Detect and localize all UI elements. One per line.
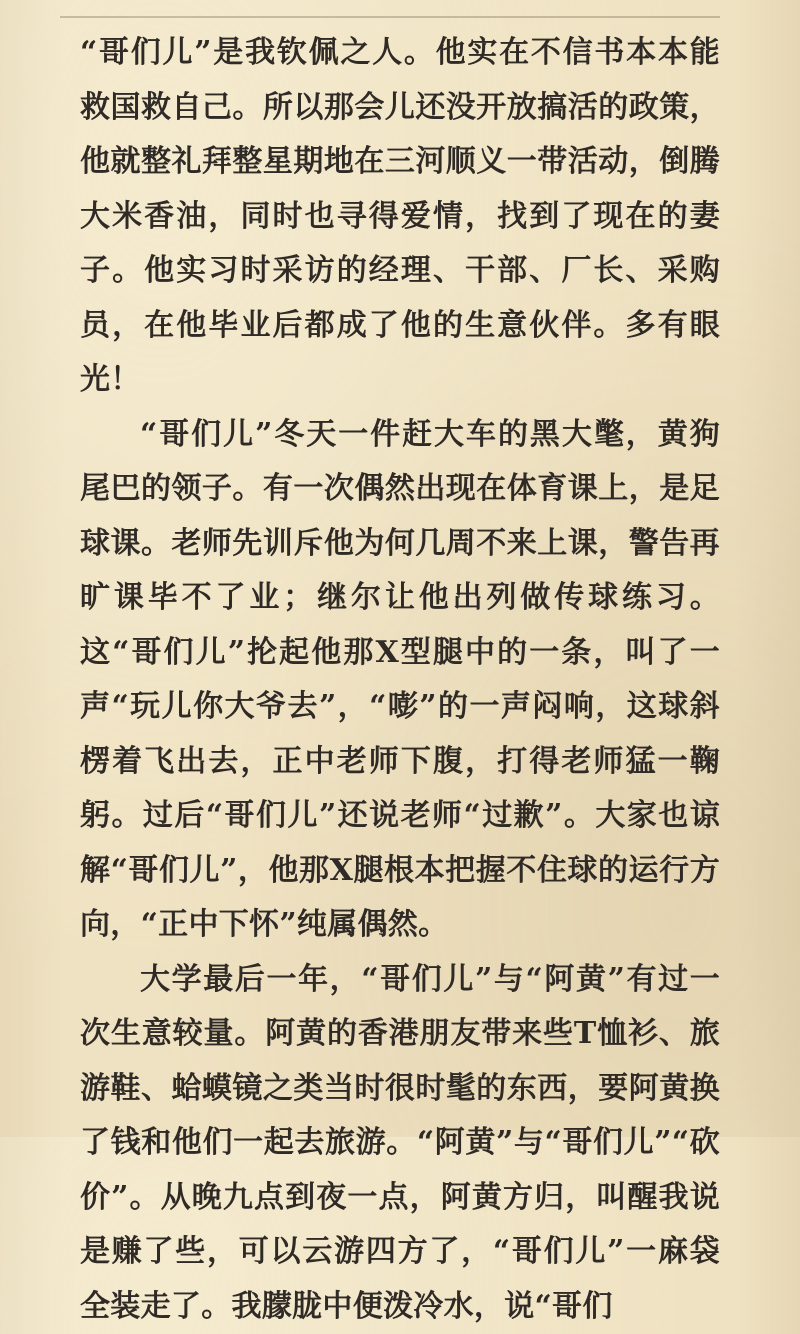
page-top-rule <box>60 16 720 18</box>
paragraph-1: “哥们儿”是我钦佩之人。他实在不信书本本能救国救自己。所以那会儿还没开放搞活的政策，他就整礼拜整星期地在三河顺义一带活动，倒腾大米香油，同时也寻得爱情，找到了现在的妻子。他实习时采访的经理、干部、厂长、采购员，在他毕业后都成了他的生意伙伴。多有眼光！ <box>80 26 720 408</box>
paragraph-2: “哥们儿”冬天一件赶大车的黑大氅，黄狗尾巴的领子。有一次偶然出现在体育课上，是足球课。老师先训斥他为何几周不来上课，警告再旷课毕不了业；继尔让他出列做传球练习。这“哥们儿”抡起他那X型腿中的一条，叫了一声“玩儿你大爷去”，“嘭”的一声闷响，这球斜楞着飞出去，正中老师下腹，打得老师猛一鞠躬。过后“哥们儿”还说老师“过歉”。大家也谅解“哥们儿”，他那X腿根本把握不住球的运行方向，“正中下怀”纯属偶然。 <box>80 408 720 953</box>
page-body-text <box>80 26 720 1334</box>
paragraph-3: 大学最后一年，“哥们儿”与“阿黄”有过一次生意较量。阿黄的香港朋友带来些T恤衫、旅游鞋、蛤蟆镜之类当时很时髦的东西，要阿黄换了钱和他们一起去旅游。“阿黄”与“哥们儿”“砍价”。从晚九点到夜一点，阿黄方归，叫醒我说是赚了些，可以云游四方了，“哥们儿”一麻袋全装走了。我朦胧中便泼冷水，说“哥们 <box>80 953 720 1334</box>
